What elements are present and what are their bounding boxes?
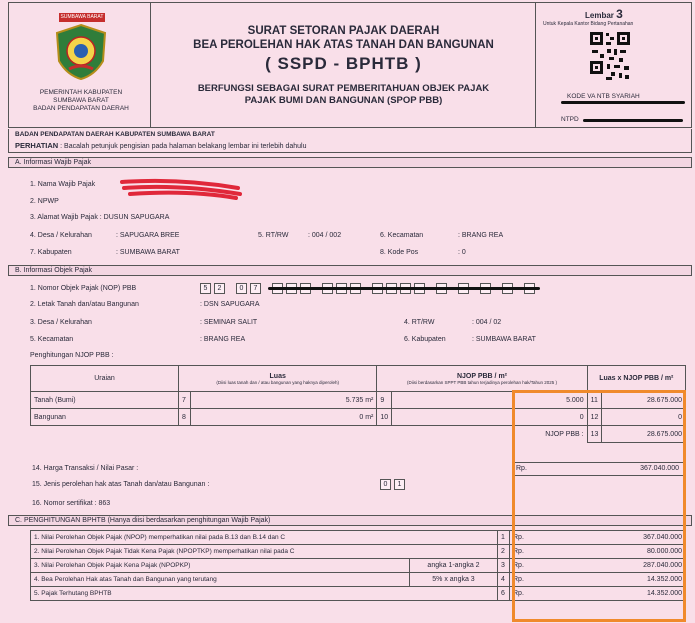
- calc-label: 2. Nilai Perolehan Objek Pajak Tidak Kena Pajak (NPOPTKP) memperhatikan nilai pada C: [31, 545, 498, 559]
- redaction-mark: [268, 287, 540, 290]
- sheet-label: Lembar 3: [585, 7, 623, 21]
- row-number: 4: [498, 573, 510, 587]
- section-b-header: B. Informasi Objek Pajak: [8, 265, 692, 276]
- certificate-number: 16. Nomor sertifikat : 863: [32, 500, 111, 507]
- nop-digit: 7: [250, 283, 261, 294]
- issuer-name: [13, 89, 149, 113]
- npwp-label: 2. NPWP: [30, 198, 59, 205]
- row-number: 10: [377, 409, 392, 426]
- acquisition-digit: 1: [394, 479, 405, 490]
- calc-formula: angka 1-angka 2: [410, 559, 498, 573]
- highlight-box: [512, 390, 686, 622]
- logo-label: SUMBAWA BARAT: [60, 14, 104, 20]
- taxpayer-address: 3. Alamat Wajib Pajak : DUSUN SAPUGARA: [30, 214, 170, 221]
- redaction-mark: [583, 119, 683, 122]
- currency-label: Rp.: [510, 587, 530, 601]
- row-label: Tanah (Bumi): [31, 392, 179, 409]
- section-a-header: A. Informasi Wajib Pajak: [8, 157, 692, 168]
- calc-label: 4. Bea Perolehan Hak atas Tanah dan Bangunan yang terutang: [31, 573, 410, 587]
- row-number: 7: [179, 392, 191, 409]
- issuer-line: BADAN PENDAPATAN DAERAH: [33, 105, 129, 112]
- area-value: 5.735 m²: [191, 392, 377, 409]
- njop-value: 0: [392, 409, 587, 426]
- currency-label: Rp.: [510, 545, 530, 559]
- currency-label: Rp.: [510, 559, 530, 573]
- calc-formula: 5% x angka 3: [410, 573, 498, 587]
- logo-box: [9, 3, 151, 127]
- njop-total-label: NJOP PBB :: [31, 426, 588, 443]
- row-number: 11: [587, 392, 602, 409]
- sheet-recipient: Untuk Kepala Kantor Bidang Pertanahan: [543, 21, 634, 27]
- agency-name: BADAN PENDAPATAN DAERAH KABUPATEN SUMBAWA BARAT: [15, 131, 215, 138]
- section-c-header: C. PENGHITUNGAN BPHTB (Hanya diisi berdasarkan penghitungan Wajib Pajak): [8, 515, 692, 526]
- taxpayer-name-label: 1. Nama Wajib Pajak: [30, 181, 96, 188]
- postal-label: 8. Kode Pos: [380, 249, 419, 256]
- transaction-price-value: 367.040.000: [640, 465, 679, 472]
- calc-value: 14.352.000: [530, 587, 686, 601]
- calc-label: 1. Nilai Perolehan Objek Pajak (NPOP) memperhatikan nilai pada B.13 dan B.14 dan C: [31, 531, 498, 545]
- ntpd-label: NTPD: [561, 116, 579, 123]
- col-header-njop: NJOP PBB / m² (Diisi berdasarkan SPPT PBB tahun terjadinya perolehan hak/Tahun 2025 ): [377, 366, 587, 392]
- calc-label: 5. Pajak Terhutang BPHTB: [31, 587, 498, 601]
- row-number: 1: [498, 531, 510, 545]
- village-label: 4. Desa / Kelurahan: [30, 232, 92, 239]
- object-district-label: 5. Kecamatan: [30, 336, 74, 343]
- object-rtrw-value: : 004 / 02: [472, 319, 502, 326]
- currency-label: Rp.: [516, 465, 527, 472]
- village-value: : SAPUGARA BREE: [116, 232, 180, 239]
- nop-label: 1. Nomor Objek Pajak (NOP) PBB: [30, 285, 137, 292]
- regency-seal-icon: [51, 23, 111, 81]
- form-header: [8, 2, 692, 128]
- calc-value: 287.040.000: [530, 559, 686, 573]
- title-box: [151, 3, 536, 127]
- calc-value: 80.000.000: [530, 545, 686, 559]
- qr-code-icon: [589, 31, 631, 81]
- rtrw-label: 5. RT/RW: [258, 232, 289, 239]
- col-header-uraian: Uraian: [31, 366, 179, 392]
- acquisition-type-label: 15. Jenis perolehan hak atas Tanah dan/atau Bangunan :: [32, 481, 210, 488]
- form-title-3: ( SSPD - BPHTB ): [265, 54, 422, 73]
- transaction-price-label: 14. Harga Transaksi / Nilai Pasar :: [32, 465, 139, 472]
- object-regency-label: 6. Kabupaten: [404, 336, 446, 343]
- col-header-luas: Luas (Diisi luas tanah dan / atau bangunan yang haknya diperoleh): [179, 366, 377, 392]
- object-regency-value: : SUMBAWA BARAT: [472, 336, 536, 343]
- sheet-info: [537, 3, 691, 127]
- col-header-luas-x-njop: Luas x NJOP PBB / m²: [587, 366, 685, 392]
- location-label: 2. Letak Tanah dan/atau Bangunan: [30, 301, 139, 308]
- object-village-label: 3. Desa / Kelurahan: [30, 319, 92, 326]
- object-rtrw-label: 4. RT/RW: [404, 319, 435, 326]
- district-value: : BRANG REA: [458, 232, 504, 239]
- currency-label: Rp.: [510, 531, 530, 545]
- row-number: 2: [498, 545, 510, 559]
- calc-value: 14.352.000: [530, 573, 686, 587]
- district-label: 6. Kecamatan: [380, 232, 424, 239]
- njop-total-value: 28.675.000: [602, 426, 686, 443]
- object-district-value: : BRANG REA: [200, 336, 246, 343]
- njop-calc-label: Penghitungan NJOP PBB :: [30, 352, 114, 359]
- nop-digit: 5: [200, 283, 211, 294]
- location-value: : DSN SAPUGARA: [200, 301, 260, 308]
- form-title-2: BEA PEROLEHAN HAK ATAS TANAH DAN BANGUNAN: [193, 39, 494, 51]
- row-number: 12: [587, 409, 602, 426]
- form-subtitle-2: PAJAK BUMI DAN BANGUNAN (SPOP PBB): [244, 95, 443, 106]
- issuer-line: PEMERINTAH KABUPATEN: [39, 89, 123, 96]
- area-value: 0 m²: [191, 409, 377, 426]
- total-value: 28.675.000: [602, 392, 686, 409]
- row-number: 6: [498, 587, 510, 601]
- agency-notice: [8, 129, 692, 153]
- regency-label: 7. Kabupaten: [30, 249, 72, 256]
- row-number: 9: [377, 392, 392, 409]
- njop-value: 5.000: [392, 392, 587, 409]
- row-number: 13: [587, 426, 602, 443]
- attention-line: PERHATIAN : Bacalah petunjuk pengisian pada halaman belakang lembar ini terlebih dahulu: [15, 141, 307, 150]
- redaction-mark: [561, 101, 685, 104]
- calc-label: 3. Nilai Perolehan Objek Pajak Kena Pajak (NPOPKP): [31, 559, 410, 573]
- total-value: 0: [602, 409, 686, 426]
- form-subtitle-1: BERFUNGSI SEBAGAI SURAT PEMBERITAHUAN OBJEK PAJAK: [197, 83, 490, 94]
- object-village-value: : SEMINAR SALIT: [200, 319, 258, 326]
- currency-label: Rp.: [510, 573, 530, 587]
- row-number: 8: [179, 409, 191, 426]
- row-number: 3: [498, 559, 510, 573]
- redaction-scribble: [120, 176, 245, 202]
- nop-digit: 0: [236, 283, 247, 294]
- issuer-line: SUMBAWA BARAT: [53, 97, 109, 104]
- acquisition-digit: 0: [380, 479, 391, 490]
- nop-digit: 2: [214, 283, 225, 294]
- regency-value: : SUMBAWA BARAT: [116, 249, 180, 256]
- calc-value: 367.040.000: [530, 531, 686, 545]
- row-label: Bangunan: [31, 409, 179, 426]
- postal-value: : 0: [458, 249, 466, 256]
- va-code-label: KODE VA NTB SYARIAH: [567, 93, 640, 100]
- rtrw-value: : 004 / 002: [308, 232, 342, 239]
- form-title-1: SURAT SETORAN PAJAK DAERAH: [247, 25, 440, 37]
